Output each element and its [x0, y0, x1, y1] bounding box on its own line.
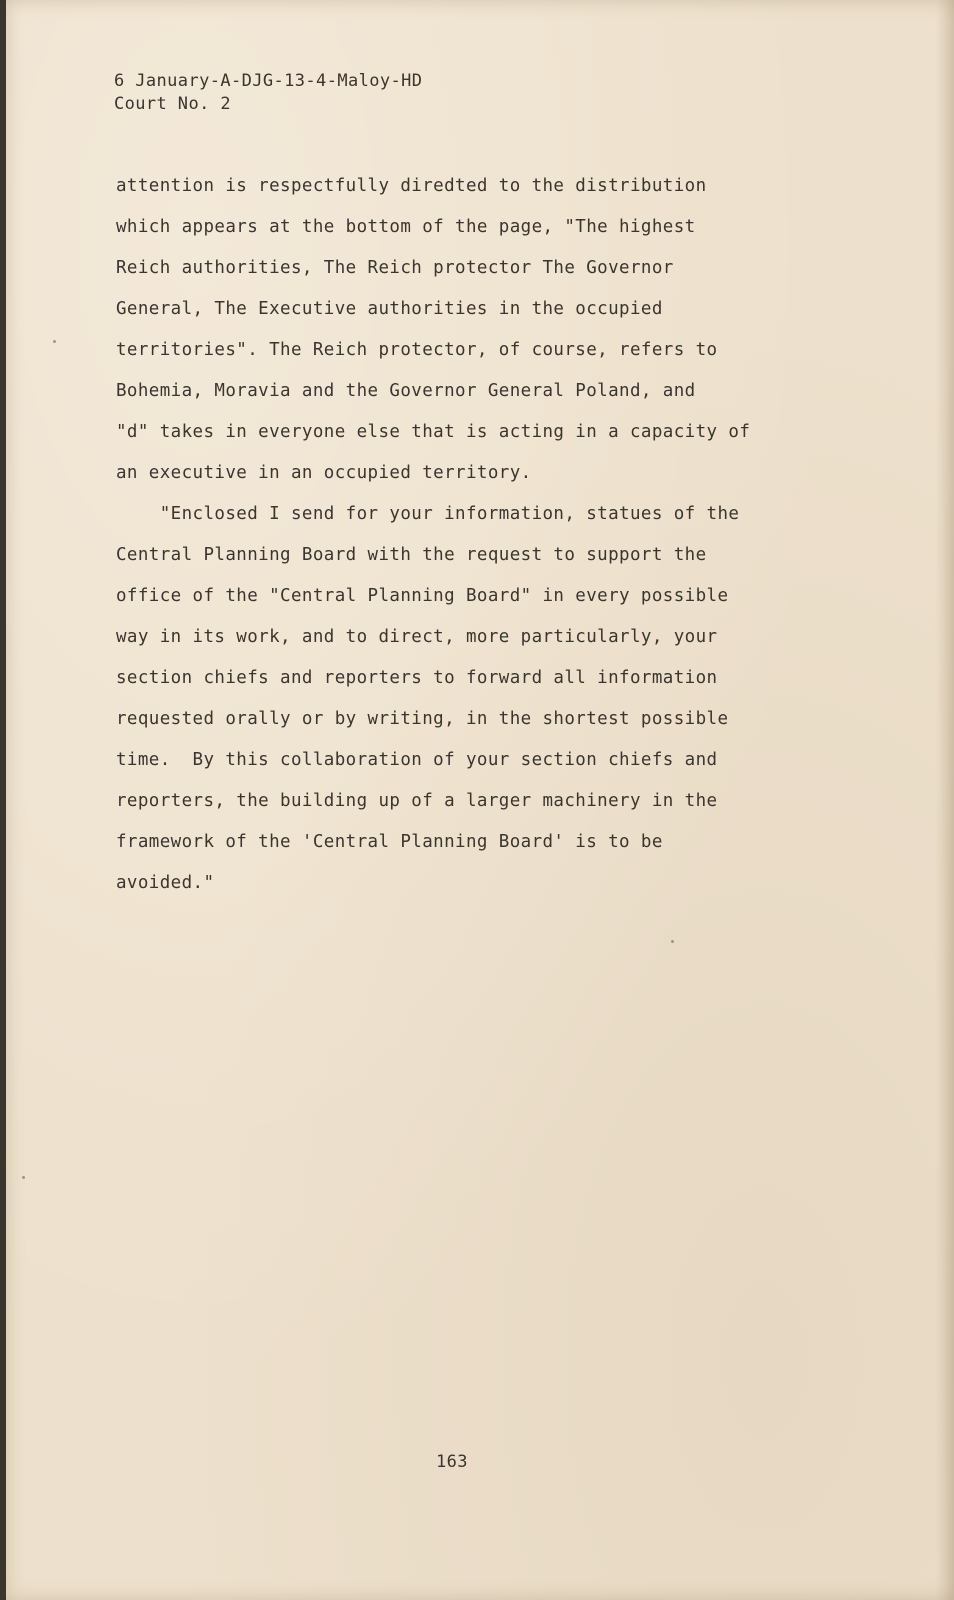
document-header	[114, 70, 422, 116]
text-line: requested orally or by writing, in the shortest possible	[116, 709, 729, 729]
page-edge-shadow	[936, 0, 954, 1600]
text-line: Central Planning Board with the request to support the	[116, 545, 707, 565]
text-line: reporters, the building up of a larger machinery in the	[116, 791, 718, 811]
text-line: framework of the 'Central Planning Board' is to be	[116, 832, 663, 852]
text-line: avoided."	[116, 873, 215, 893]
text-line: Reich authorities, The Reich protector The Governor	[116, 258, 674, 278]
text-line: territories". The Reich protector, of course, refers to	[116, 340, 718, 360]
paper-speck	[53, 340, 56, 343]
text-line: Bohemia, Moravia and the Governor General Poland, and	[116, 381, 696, 401]
body-text	[116, 166, 750, 904]
text-line: "d" takes in everyone else that is acting in a capacity of	[116, 422, 751, 442]
document-page	[6, 0, 954, 1600]
page-number: 163	[436, 1452, 468, 1472]
text-line: time. By this collaboration of your section chiefs and	[116, 750, 718, 770]
text-line: "Enclosed I send for your information, statues of the	[116, 504, 740, 524]
text-line: way in its work, and to direct, more particularly, your	[116, 627, 718, 647]
header-court-line: Court No. 2	[114, 94, 231, 114]
text-line: attention is respectfully diredted to the distribution	[116, 176, 707, 196]
text-line: section chiefs and reporters to forward all information	[116, 668, 718, 688]
text-line: office of the "Central Planning Board" in every possible	[116, 586, 729, 606]
paper-speck	[22, 1176, 25, 1179]
text-line: which appears at the bottom of the page, "The highest	[116, 217, 696, 237]
text-line: General, The Executive authorities in the occupied	[116, 299, 663, 319]
paper-speck	[671, 940, 674, 943]
text-line: an executive in an occupied territory.	[116, 463, 532, 483]
header-reference-line: 6 January-A-DJG-13-4-Maloy-HD	[114, 71, 423, 91]
